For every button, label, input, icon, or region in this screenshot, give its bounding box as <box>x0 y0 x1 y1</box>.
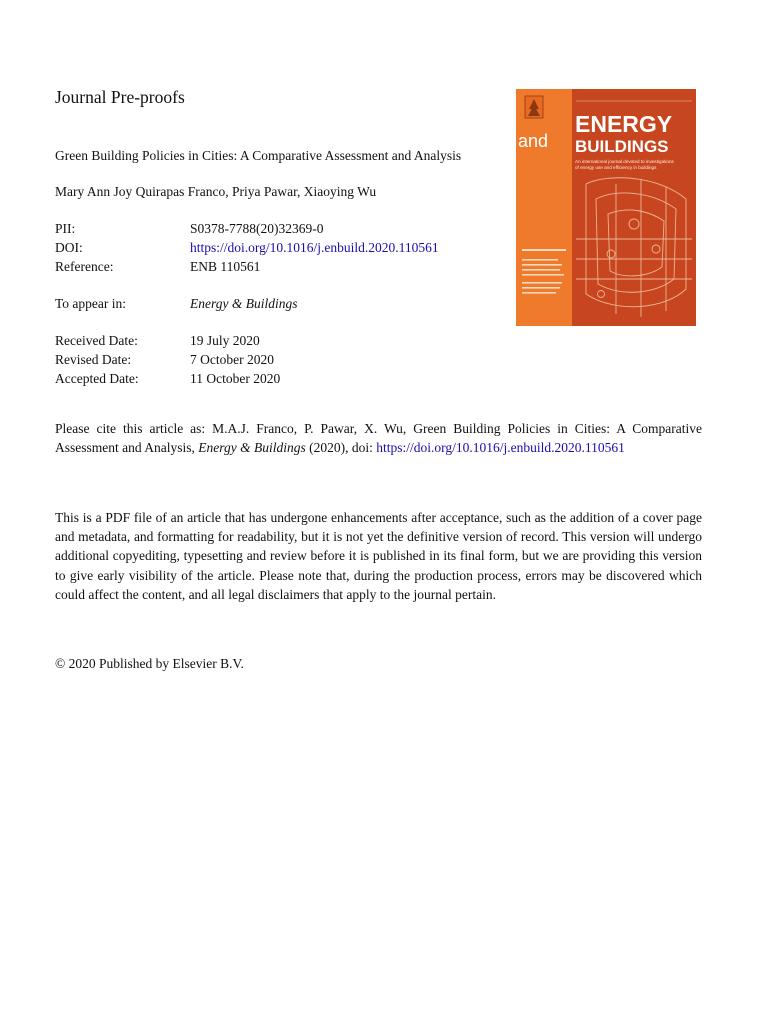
revised-date: 7 October 2020 <box>190 352 274 367</box>
copyright-notice: © 2020 Published by Elsevier B.V. <box>55 656 244 671</box>
appear-in-journal: Energy & Buildings <box>190 296 298 311</box>
article-title: Green Building Policies in Cities: A Comparative Assessment and Analysis <box>55 148 462 163</box>
reference-label: Reference: <box>55 259 114 274</box>
revised-date-label: Revised Date: <box>55 352 132 367</box>
doi-link[interactable]: https://doi.org/10.1016/j.enbuild.2020.110561 <box>190 240 439 255</box>
accepted-date-label: Accepted Date: <box>55 371 139 386</box>
journal-preproofs-heading: Journal Pre-proofs <box>55 87 185 107</box>
doi-label: DOI: <box>55 240 83 255</box>
received-date-label: Received Date: <box>55 333 138 348</box>
journal-cover-image <box>516 89 696 326</box>
cover-word-buildings: BUILDINGS <box>575 137 669 156</box>
cover-word-and: and <box>518 131 549 151</box>
cover-subtitle-line2: of energy use and efficiency in buildings <box>575 165 657 170</box>
reference-value: ENB 110561 <box>190 259 261 274</box>
accepted-date: 11 October 2020 <box>190 371 281 386</box>
citation-prefix: Please cite this article as: M.A.J. Franco, P. Pawar, X. Wu, Green Building Policies in Cities: A Comparative Assessment and Analysis, <box>55 421 702 456</box>
citation-paragraph <box>55 419 702 457</box>
appear-in-label: To appear in: <box>55 296 127 311</box>
citation-journal: Energy & Buildings <box>198 440 306 456</box>
citation-year-doi: (2020), doi: <box>309 440 373 456</box>
elsevier-logo-icon <box>525 96 543 118</box>
received-date: 19 July 2020 <box>190 333 260 348</box>
article-authors: Mary Ann Joy Quirapas Franco, Priya Pawar, Xiaoying Wu <box>55 184 377 199</box>
pii-value: S0378-7788(20)32369-0 <box>190 221 324 236</box>
citation-doi-link[interactable]: https://doi.org/10.1016/j.enbuild.2020.110561 <box>376 440 625 456</box>
cover-word-energy: ENERGY <box>575 111 673 137</box>
pii-label: PII: <box>55 221 76 236</box>
cover-subtitle-line1: An international journal devoted to investigations <box>575 159 674 164</box>
disclaimer-paragraph: This is a PDF file of an article that has undergone enhancements after acceptance, such as the addition of a cover page and metadata, and formatting for readability, but it is not yet the definitive version of record. This version will undergo additional copyediting, typesetting and review before it is published in its final form, but we are providing this version to give early visibility of the article. Please note that, during the production process, errors may be discovered which could affect the content, and all legal disclaimers that apply to the journal pertain. <box>55 510 702 602</box>
